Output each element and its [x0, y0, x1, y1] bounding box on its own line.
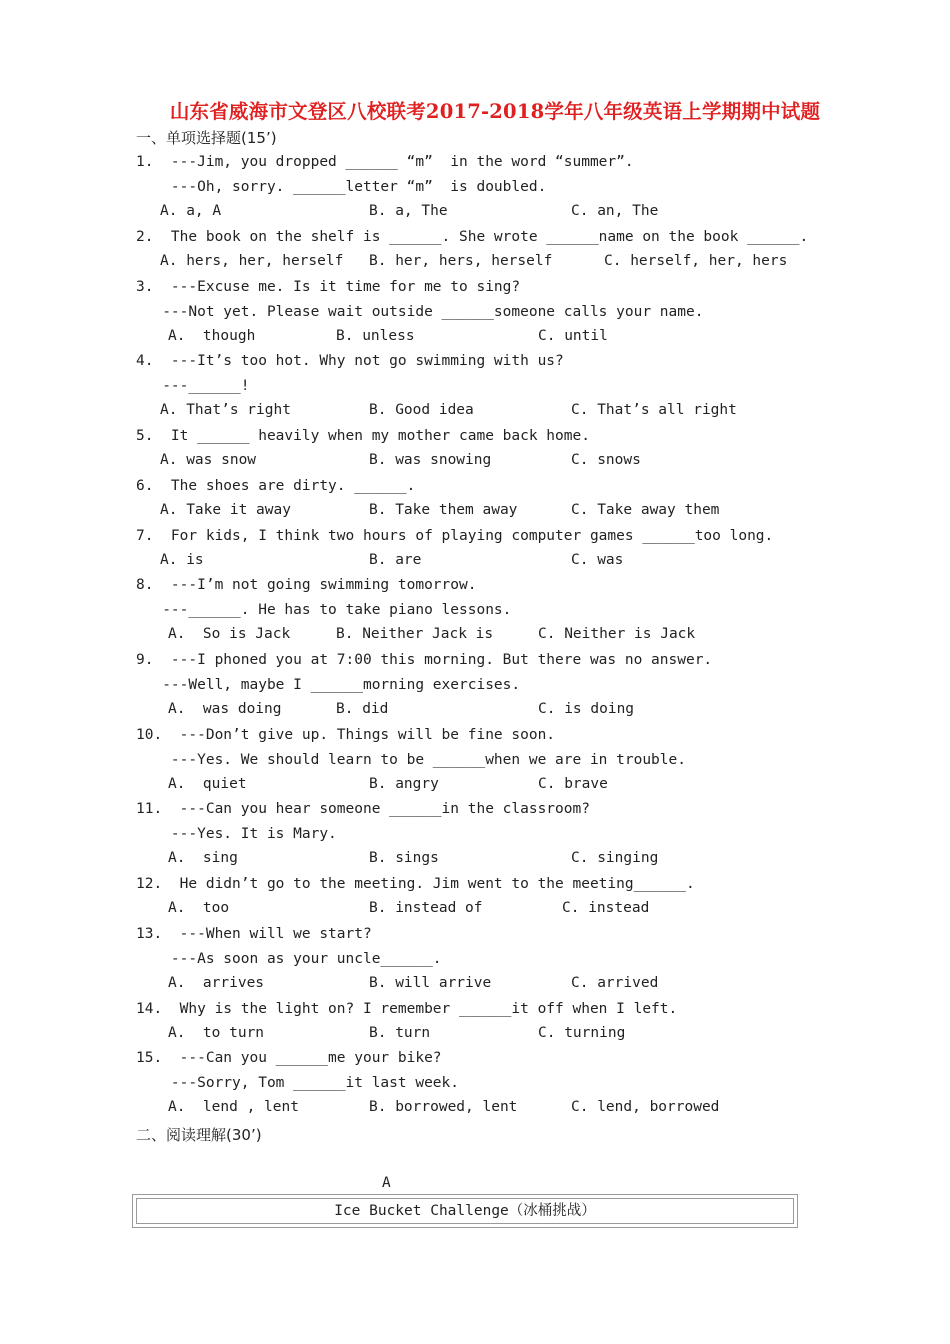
question-3-option-a: A. though — [168, 328, 256, 344]
question-11-line-1: 11. ---Can you hear someone ______in the classroom? — [136, 801, 590, 817]
question-2-option-b: B. her, hers, herself — [369, 253, 553, 269]
question-11-line-2: ---Yes. It is Mary. — [136, 826, 337, 842]
question-2-option-a: A. hers, her, herself — [160, 253, 344, 269]
question-14-option-c: C. turning — [538, 1025, 626, 1041]
question-13-option-c: C. arrived — [571, 975, 659, 991]
question-2-option-c: C. herself, her, hers — [604, 253, 788, 269]
section-heading-1: 一、单项选择题(15’) — [136, 129, 277, 147]
question-3-line-1: 3. ---Excuse me. Is it time for me to sing? — [136, 279, 521, 295]
question-13-line-1: 13. ---When will we start? — [136, 926, 372, 942]
question-7-line-1: 7. For kids, I think two hours of playing computer games ______too long. — [136, 528, 774, 544]
question-15-line-1: 15. ---Can you ______me your bike? — [136, 1050, 442, 1066]
question-14-option-a: A. to turn — [168, 1025, 265, 1041]
question-8-line-2: ---______. He has to take piano lessons. — [136, 602, 512, 618]
question-6-option-a: A. Take it away — [160, 502, 291, 518]
question-3-option-b: B. unless — [336, 328, 415, 344]
question-5-line-1: 5. It ______ heavily when my mother came back home. — [136, 428, 590, 444]
question-15-line-2: ---Sorry, Tom ______it last week. — [136, 1075, 460, 1091]
question-4-line-2: ---______! — [136, 378, 250, 394]
question-4-option-b: B. Good idea — [369, 402, 474, 418]
question-6-line-1: 6. The shoes are dirty. ______. — [136, 478, 416, 494]
question-5-option-b: B. was snowing — [369, 452, 492, 468]
question-1-line-2: ---Oh, sorry. ______letter “m” is doubled. — [136, 179, 547, 195]
question-6-option-c: C. Take away them — [571, 502, 720, 518]
passage-title-box — [132, 1194, 798, 1228]
question-1-line-1: 1. ---Jim, you dropped ______ “m” in the word “summer”. — [136, 154, 634, 170]
question-13-option-a: A. arrives — [168, 975, 265, 991]
question-12-option-b: B. instead of — [369, 900, 483, 916]
passage-label: A — [382, 1175, 391, 1191]
question-9-line-2: ---Well, maybe I ______morning exercises. — [136, 677, 521, 693]
question-8-option-a: A. So is Jack — [168, 626, 291, 642]
question-8-line-1: 8. ---I’m not going swimming tomorrow. — [136, 577, 477, 593]
question-11-option-a: A. sing — [168, 850, 238, 866]
question-3-line-2: ---Not yet. Please wait outside ______someone calls your name. — [136, 304, 704, 320]
question-9-option-c: C. is doing — [538, 701, 635, 717]
question-10-line-1: 10. ---Don’t give up. Things will be fine soon. — [136, 727, 556, 743]
question-9-line-1: 9. ---I phoned you at 7:00 this morning. But there was no answer. — [136, 652, 713, 668]
question-3-option-c: C. until — [538, 328, 608, 344]
question-12-option-c: C. instead — [562, 900, 650, 916]
question-8-option-c: C. Neither is Jack — [538, 626, 696, 642]
question-7-option-c: C. was — [571, 552, 624, 568]
question-4-line-1: 4. ---It’s too hot. Why not go swimming with us? — [136, 353, 564, 369]
question-13-line-2: ---As soon as your uncle______. — [136, 951, 442, 967]
question-12-line-1: 12. He didn’t go to the meeting. Jim went to the meeting______. — [136, 876, 695, 892]
question-1-option-a: A. a, A — [160, 203, 222, 219]
question-9-option-a: A. was doing — [168, 701, 282, 717]
question-7-option-a: A. is — [160, 552, 204, 568]
question-15-option-c: C. lend, borrowed — [571, 1099, 720, 1115]
question-10-option-b: B. angry — [369, 776, 439, 792]
question-6-option-b: B. Take them away — [369, 502, 518, 518]
page-title: 山东省威海市文登区八校联考2017-2018学年八年级英语上学期期中试题 — [169, 100, 821, 123]
question-9-option-b: B. did — [336, 701, 389, 717]
question-5-option-a: A. was snow — [160, 452, 257, 468]
question-11-option-b: B. sings — [369, 850, 439, 866]
question-11-option-c: C. singing — [571, 850, 659, 866]
question-14-line-1: 14. Why is the light on? I remember ______it off when I left. — [136, 1001, 678, 1017]
question-12-option-a: A. too — [168, 900, 230, 916]
question-15-option-b: B. borrowed, lent — [369, 1099, 518, 1115]
question-10-option-a: A. quiet — [168, 776, 247, 792]
question-4-option-c: C. That’s all right — [571, 402, 737, 418]
question-8-option-b: B. Neither Jack is — [336, 626, 494, 642]
question-5-option-c: C. snows — [571, 452, 641, 468]
question-14-option-b: B. turn — [369, 1025, 431, 1041]
question-15-option-a: A. lend , lent — [168, 1099, 299, 1115]
passage-title: Ice Bucket Challenge（冰桶挑战） — [136, 1198, 794, 1224]
question-10-option-c: C. brave — [538, 776, 608, 792]
question-1-option-c: C. an, The — [571, 203, 659, 219]
question-4-option-a: A. That’s right — [160, 402, 291, 418]
question-1-option-b: B. a, The — [369, 203, 448, 219]
question-10-line-2: ---Yes. We should learn to be ______when we are in trouble. — [136, 752, 686, 768]
question-7-option-b: B. are — [369, 552, 422, 568]
section-heading-2: 二、阅读理解(30’) — [136, 1126, 262, 1144]
question-2-line-1: 2. The book on the shelf is ______. She wrote ______name on the book ______. — [136, 229, 809, 245]
question-13-option-b: B. will arrive — [369, 975, 492, 991]
